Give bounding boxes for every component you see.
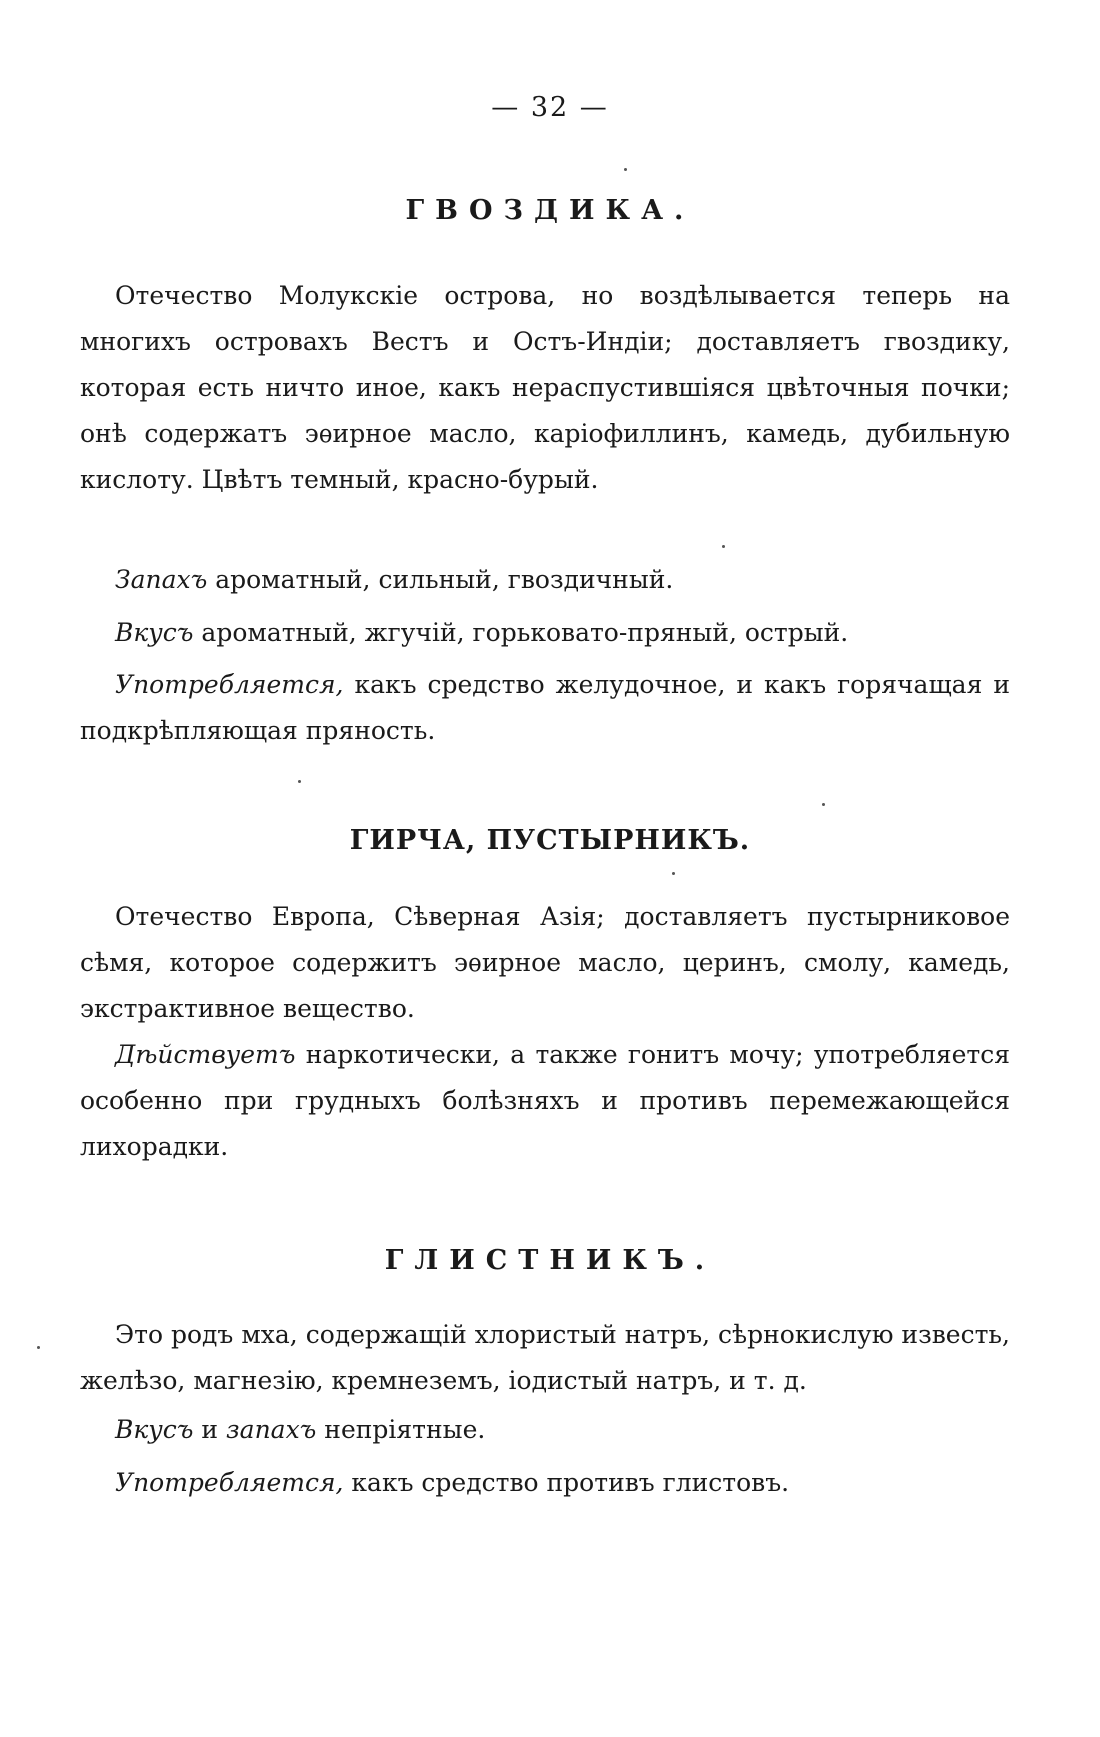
- action-label: Дѣйствуетъ: [115, 1040, 296, 1069]
- print-speck: [722, 545, 725, 548]
- page-number: — 32 —: [491, 92, 609, 123]
- section-gircha-action: [80, 1032, 1010, 1170]
- section-gvozdika-smell: [80, 557, 1010, 603]
- smell-label: запахъ: [226, 1415, 317, 1444]
- taste-text: ароматный, жгучій, горьковато-пряный, острый.: [193, 618, 849, 647]
- use-text: какъ средство желудочное, и какъ горячащая и подкрѣпляющая пряность.: [80, 670, 1010, 745]
- section-gvozdika-taste: [80, 610, 1010, 656]
- taste-label: Вкусъ: [115, 1415, 194, 1444]
- taste-smell-text: непріятные.: [316, 1415, 486, 1444]
- and-word: и: [193, 1415, 227, 1444]
- section-glistnik-use: [80, 1460, 1010, 1506]
- section-gircha-intro: Отечество Европа, Сѣверная Азія; доставляетъ пустырниковое сѣмя, которое содержитъ эѳирное масло, церинъ, смолу, камедь, экстрактивное вещество.: [80, 902, 1010, 1023]
- taste-label: Вкусъ: [115, 618, 194, 647]
- smell-text: ароматный, сильный, гвоздичный.: [207, 565, 674, 594]
- action-text: наркотически, а также гонитъ мочу; употребляется особенно при грудныхъ болѣзняхъ и противъ перемежающейся лихорадки.: [80, 1040, 1010, 1161]
- use-label: Употребляется,: [115, 1468, 344, 1497]
- section-gvozdika-intro: Отечество Молукскіе острова, но воздѣлывается теперь на многихъ островахъ Вестъ и Остъ-Индіи; доставляетъ гвоздику, которая есть ничто иное, какъ нераспустившіяся цвѣточныя почки; онѣ содержатъ эѳирное масло, каріофиллинъ, камедь, дубильную кислоту. Цвѣтъ темный, красно-бурый.: [80, 281, 1010, 494]
- section-heading-glistnik: ГЛИСТНИКЪ.: [384, 1245, 716, 1276]
- print-speck: [822, 803, 825, 806]
- use-label: Употребляется,: [115, 670, 344, 699]
- section-glistnik-taste-smell: [80, 1407, 1010, 1453]
- section-gvozdika-use: [80, 662, 1010, 754]
- section-glistnik-intro: Это родъ мха, содержащій хлористый натръ, сѣрнокислую известь, желѣзо, магнезію, кремнеземъ, іодистый натръ, и т. д.: [80, 1320, 1010, 1395]
- use-text: какъ средство противъ глистовъ.: [343, 1468, 790, 1497]
- print-speck: [624, 168, 627, 171]
- print-speck: [672, 872, 675, 875]
- print-speck: [37, 1346, 40, 1349]
- smell-label: Запахъ: [115, 565, 208, 594]
- section-heading-gvozdika: ГВОЗДИКА.: [405, 195, 695, 226]
- print-speck: [298, 780, 301, 783]
- section-heading-gircha: ГИРЧА, ПУСТЫРНИКЪ.: [349, 825, 751, 856]
